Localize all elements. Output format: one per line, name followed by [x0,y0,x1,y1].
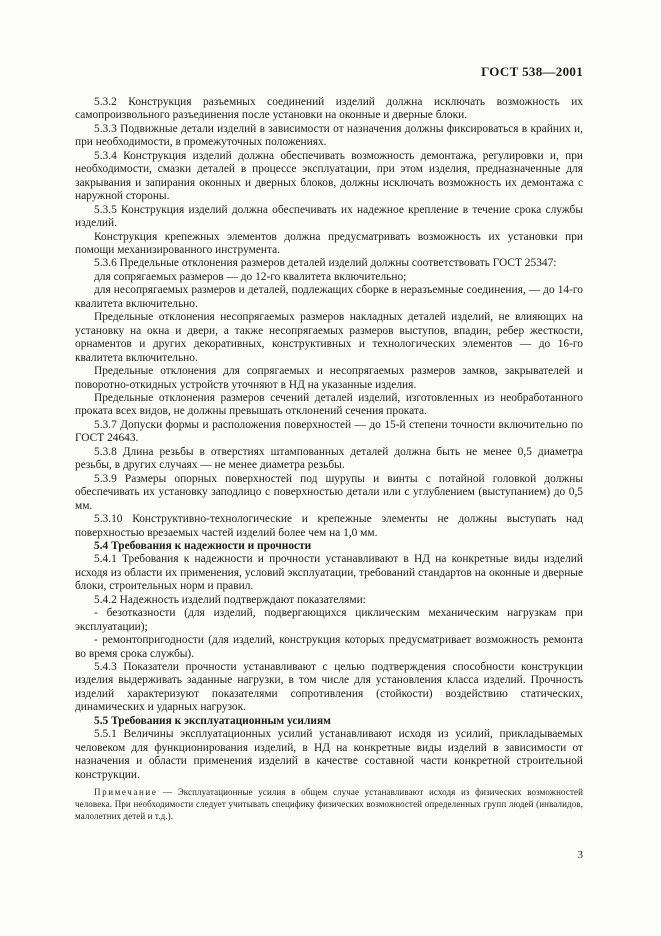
paragraph: 5.3.7 Допуски формы и расположения поверхностей — до 15-й степени точности включительно по ГОСТ 24643. [75,418,583,445]
paragraph: - безотказности (для изделий, подвергающихся циклическим механическим нагрузкам при эксплуатации); [75,607,583,633]
paragraph: 5.4.1 Требования к надежности и прочности устанавливают в НД на конкретные виды изделий исходя из области их применения, условий эксплуатации, требований стандартов на оконные и дверные блоки, строительных норм и правил. [75,553,583,593]
note-label: Примечание [94,787,158,798]
paragraph: Конструкция крепежных элементов должна предусматривать возможность их установки при помощи механизированного инструмента. [75,230,583,256]
paragraph: 5.3.4 Конструкция изделий должна обеспечивать возможность демонтажа, регулировки и, при необходимости, смазки деталей в процессе эксплуатации, при этом изделия, предназначенные для закрывания и запирания оконных и дверных блоков, должны исключать возможность их демонтажа с наружной стороны. [75,149,583,203]
paragraph: 5.3.6 Предельные отклонения размеров деталей изделий должны соответствовать ГОСТ 25347: [94,257,557,270]
section-heading: 5.4 Требования к надежности и прочности [94,539,312,552]
document-body [75,96,583,822]
paragraph: 5.4.3 Показатели прочности устанавливают с целью подтверждения способности конструкции изделия выдерживать заданные нагрузки, в том числе для установления класса изделий. Прочность изделий характеризуют показателями сопротивления (стойкости) воздействию статических, динамических и ударных нагрузок. [75,661,583,714]
paragraph: для сопрягаемых размеров — до 12-го квалитета включительно; [94,270,407,283]
paragraph: 5.5.1 Величины эксплуатационных усилий устанавливают исходя из усилий, прикладываемых человеком для функционирования изделий, в НД на конкретные виды изделий в зависимости от назначения и области применения изделий в качестве составной части конкретной строительной конструкции. [75,728,583,781]
section-heading: 5.5 Требования к эксплуатационным усилиям [94,714,331,727]
paragraph: для несопрягаемых размеров и деталей, подлежащих сборке в неразъемные соединения, — до 14-го квалитета включительно. [75,284,583,310]
paragraph: 5.4.2 Надежность изделий подтверждают показателями: [94,593,366,606]
note [75,786,583,822]
paragraph: Предельные отклонения для сопрягаемых и несопрягаемых размеров замков, закрывателей и поворотно-откидных устройств уточняют в НД на указанные изделия. [75,365,583,391]
paragraph: 5.3.8 Длина резьбы в отверстиях штампованных деталей должна быть не менее 0,5 диаметра резьбы, в других случаях — не менее диаметра резьбы. [75,445,583,472]
paragraph: 5.3.5 Конструкция изделий должна обеспечивать их надежное крепление в течение срока службы изделий. [75,203,583,230]
paragraph: 5.3.3 Подвижные детали изделий в зависимости от назначения должны фиксироваться в крайних и, при необходимости, в промежуточных положениях. [75,122,583,149]
paragraph: - ремонтопригодности (для изделий, конструкция которых предусматривает возможность ремонта во время срока службы). [75,634,583,660]
page-number: 3 [577,849,583,861]
document-header: ГОСТ 538—2001 [481,64,583,79]
paragraph: 5.3.2 Конструкция разъемных соединений изделий должна исключать возможность их самопроизвольного разъединения после установки на оконные и дверные блоки. [75,96,583,122]
paragraph: 5.3.10 Конструктивно-технологические и крепежные элементы не должны выступать над поверхностью врезаемых частей изделий более чем на 1,0 мм. [75,513,583,539]
paragraph: 5.3.9 Размеры опорных поверхностей под шурупы и винты с потайной головкой должны обеспечивать их установку заподлицо с поверхностью детали или с углублением (выступанием) до 0,5 мм. [75,472,583,512]
paragraph: Предельные отклонения размеров сечений деталей изделий, изготовленных из необработанного проката всех видов, не должны превышать отклонений сечения проката. [75,391,583,418]
note-text: — Эксплуатационные усилия в общем случае устанавливают исходя из физических возможностей человека. При необходимости следует учитывать специфику физических возможностей определенных групп людей (инвалидов, малолетних детей и т.д.). [75,787,583,822]
paragraph: Предельные отклонения несопрягаемых размеров накладных деталей изделий, не влияющих на установку на окна и двери, а также несопрягаемых размеров выступов, впадин, ребер жесткости, орнаментов и других декоративных, конструктивных и технологических элементов — до 16-го квалитета включительно. [75,311,583,364]
